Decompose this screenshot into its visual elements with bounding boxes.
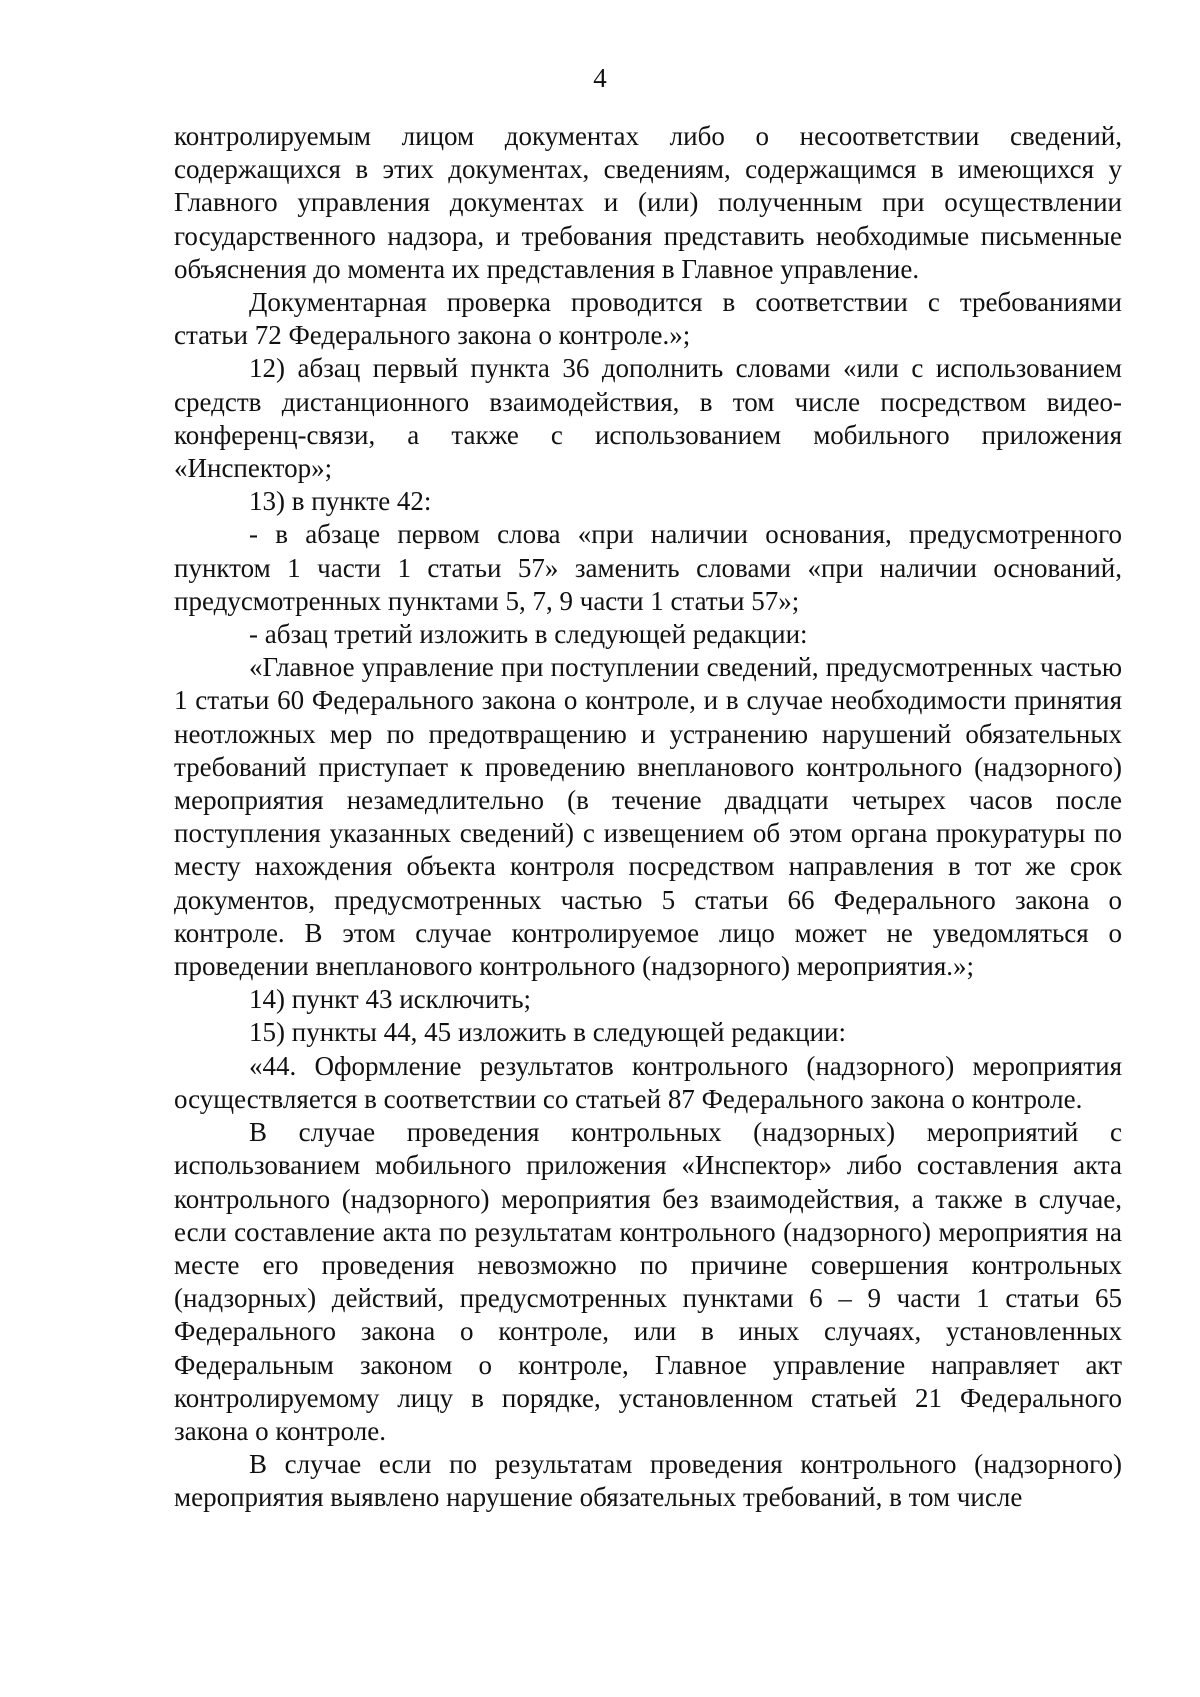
paragraph-item-13-third-abzac: - абзац третий изложить в следующей редакции: <box>249 619 808 650</box>
paragraph-item-13: 13) в пункте 42: <box>249 486 432 517</box>
paragraph-violation-case: В случае если по результатам проведения контрольного (надзорного) мероприятия выявлено нарушение обязательных требований, в том числе <box>174 1449 1122 1513</box>
document-body <box>174 120 1122 1515</box>
paragraph-item-14: 14) пункт 43 исключить; <box>249 984 532 1015</box>
paragraph-continuation: контролируемым лицом документах либо о несоответствии сведений, содержащихся в этих документах, сведениям, содержащимся в имеющихся у Главного управления документах и (или) полученным при осуществлении государственного надзора, и требования представить необходимые письменные объяснения до момента их представления в Главное управление. <box>174 121 1122 284</box>
paragraph-point-44: «44. Оформление результатов контрольного (надзорного) мероприятия осуществляется в соответствии со статьей 87 Федерального закона о контроле. <box>174 1050 1122 1114</box>
paragraph-item-15: 15) пункты 44, 45 изложить в следующей редакции: <box>249 1017 847 1048</box>
page-number: 4 <box>593 63 607 93</box>
paragraph-item-13-first-abzac: - в абзаце первом слова «при наличии основания, предусмотренного пунктом 1 части 1 статьи 57» заменить словами «при наличии оснований, предусмотренных пунктами 5, 7, 9 части 1 статьи 57»; <box>174 519 1122 616</box>
paragraph-point-44-cases: В случае проведения контрольных (надзорных) мероприятий с использованием мобильного приложения «Инспектор» либо составления акта контрольного (надзорного) мероприятия без взаимодействия, а также в случае, если составление акта по результатам контрольного (надзорного) мероприятия на месте его проведения невозможно по причине совершения контрольных (надзорных) действий, предусмотренных пунктами 6 – 9 части 1 статьи 65 Федерального закона о контроле, или в иных случаях, установленных Федеральным законом о контроле, Главное управление направляет акт контролируемому лицу в порядке, установленном статьей 21 Федерального закона о контроле. <box>174 1117 1122 1446</box>
paragraph-new-abzac-text: «Главное управление при поступлении сведений, предусмотренных частью 1 статьи 60 Федерального закона о контроле, и в случае необходимости принятия неотложных мер по предотвращению и устранению нарушений обязательных требований приступает к проведению внепланового контрольного (надзорного) мероприятия незамедлительно (в течение двадцати четырех часов после поступления указанных сведений) с извещением об этом органа прокуратуры по месту нахождения объекта контроля посредством направления в тот же срок документов, предусмотренных частью 5 статьи 66 Федерального закона о контроле. В этом случае контролируемое лицо может не уведомляться о проведении внепланового контрольного (надзорного) мероприятия.»; <box>174 652 1122 982</box>
paragraph-documentary-check: Документарная проверка проводится в соответствии с требованиями статьи 72 Федерального закона о контроле.»; <box>174 287 1122 351</box>
paragraph-item-12: 12) абзац первый пункта 36 дополнить словами «или с использованием средств дистанционного взаимодействия, в том числе посредством видео-конференц-связи, а также с использованием мобильного приложения «Инспектор»; <box>174 353 1122 484</box>
